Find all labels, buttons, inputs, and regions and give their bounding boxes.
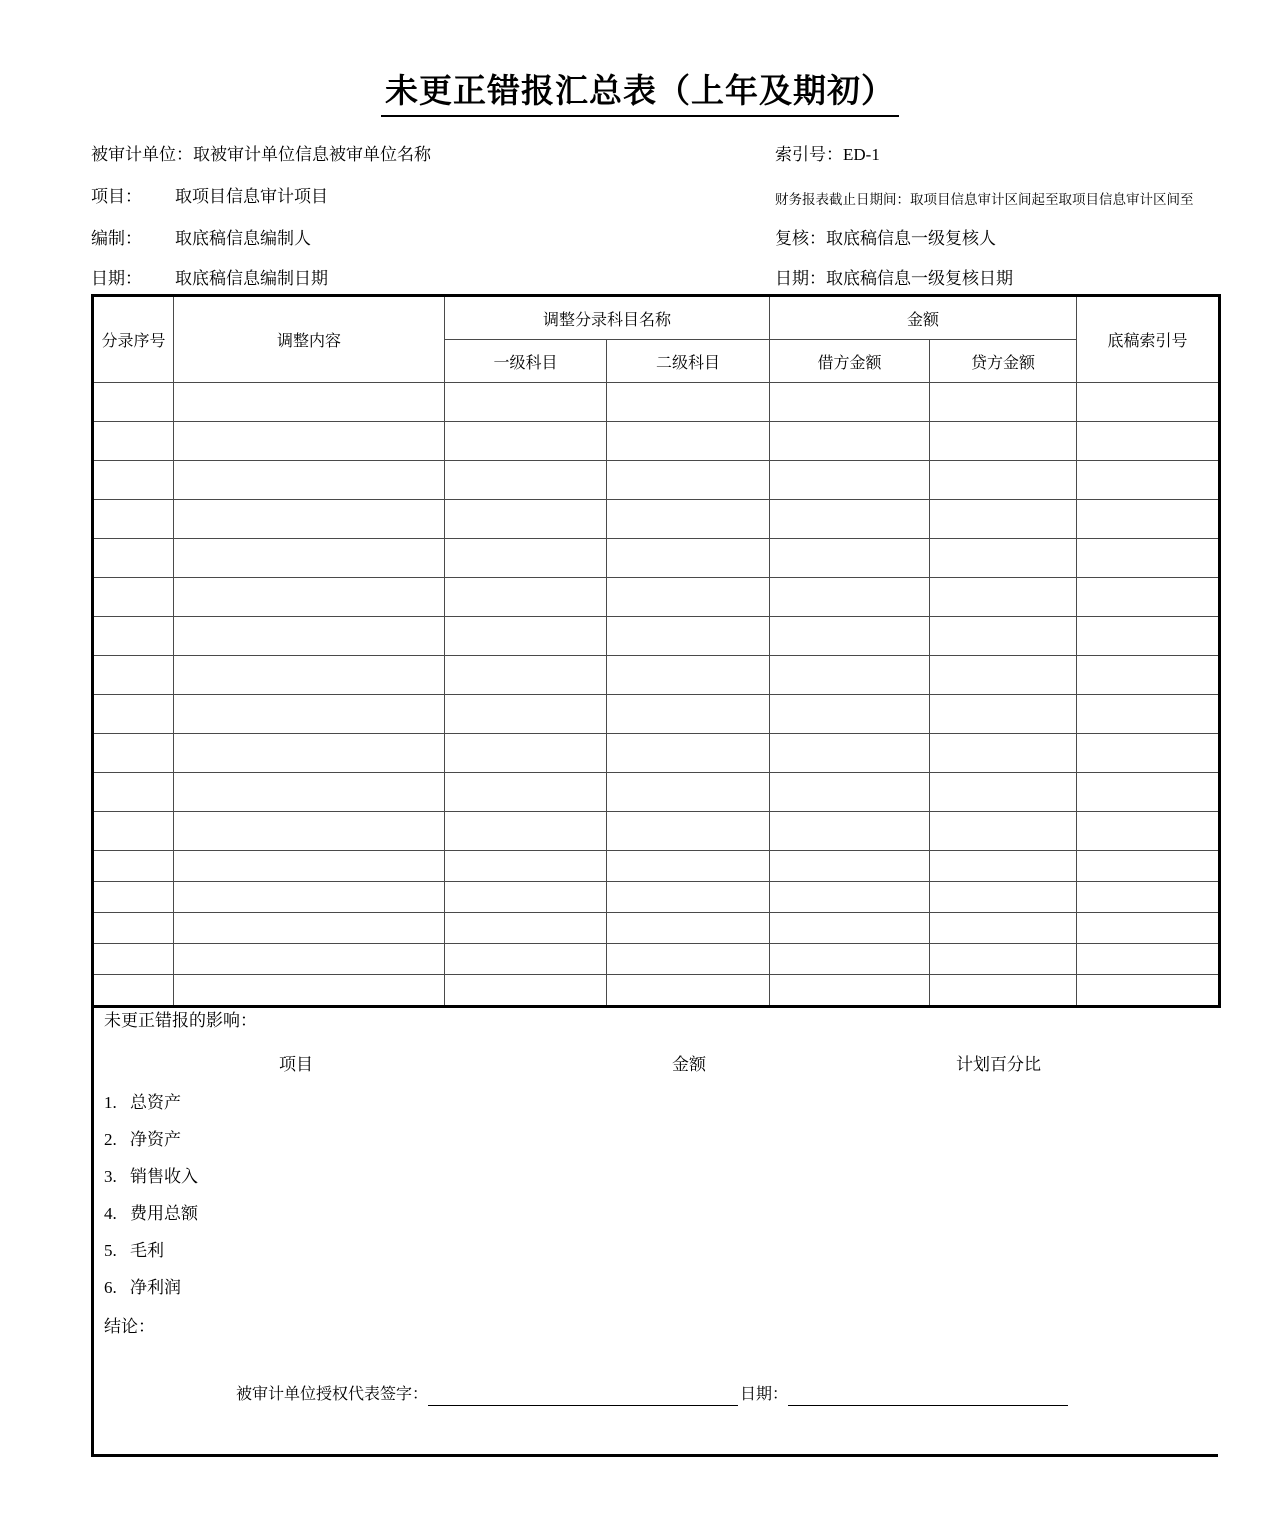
impact-item-number: 3.: [104, 1167, 117, 1186]
table-cell-content[interactable]: [174, 461, 445, 500]
table-cell-index[interactable]: [1077, 734, 1220, 773]
impact-section-title: 未更正错报的影响：: [104, 1011, 257, 1030]
report-period-field: [775, 188, 1194, 212]
impact-item-number: 5.: [104, 1241, 117, 1260]
table-cell-seq[interactable]: [93, 944, 174, 975]
index-number-value: ED-1: [843, 145, 880, 164]
meta-row-1: [91, 143, 1218, 173]
table-cell-level1[interactable]: [445, 812, 607, 851]
page-title: 未更正错报汇总表（上年及期初）: [381, 72, 899, 117]
project-value: 取项目信息审计项目: [175, 187, 328, 206]
review-date-label: 日期：: [775, 269, 826, 288]
table-cell-level2[interactable]: [607, 851, 770, 882]
impact-list-item: [104, 1090, 504, 1127]
signature-date-label: 日期：: [740, 1386, 789, 1403]
table-row[interactable]: [93, 461, 1220, 500]
table-cell-index[interactable]: [1077, 617, 1220, 656]
table-row[interactable]: [93, 617, 1220, 656]
table-cell-content[interactable]: [174, 383, 445, 422]
table-cell-index[interactable]: [1077, 773, 1220, 812]
table-cell-seq[interactable]: [93, 461, 174, 500]
table-cell-level2[interactable]: [607, 913, 770, 944]
table-cell-seq[interactable]: [93, 656, 174, 695]
table-cell-credit[interactable]: [930, 383, 1077, 422]
impact-item-label: 销售收入: [130, 1167, 198, 1186]
table-cell-index[interactable]: [1077, 944, 1220, 975]
table-row[interactable]: [93, 944, 1220, 975]
table-cell-seq[interactable]: [93, 539, 174, 578]
table-cell-level1[interactable]: [445, 695, 607, 734]
table-cell-level2[interactable]: [607, 617, 770, 656]
table-cell-debit[interactable]: [770, 773, 930, 812]
table-cell-level2[interactable]: [607, 773, 770, 812]
table-cell-seq[interactable]: [93, 578, 174, 617]
reviewer-field: [775, 227, 996, 251]
impact-column-header-percent: 计划百分比: [956, 1055, 1041, 1074]
column-header-content: 调整内容: [174, 296, 445, 383]
table-cell-credit[interactable]: [930, 851, 1077, 882]
conclusion-label: 结论：: [104, 1317, 155, 1336]
project-field: [91, 185, 328, 209]
meta-row-2: [91, 185, 1218, 215]
table-cell-level1[interactable]: [445, 882, 607, 913]
table-cell-index[interactable]: [1077, 913, 1220, 944]
table-cell-content[interactable]: [174, 944, 445, 975]
table-cell-seq[interactable]: [93, 383, 174, 422]
table-row[interactable]: [93, 500, 1220, 539]
impact-section: [91, 988, 1218, 1457]
table-cell-index[interactable]: [1077, 539, 1220, 578]
preparer-value: 取底稿信息编制人: [175, 229, 311, 248]
project-label: 项目：: [91, 187, 142, 206]
header-meta-block: [91, 143, 1218, 288]
reviewer-label: 复核：: [775, 229, 826, 248]
prepare-date-value: 取底稿信息编制日期: [175, 269, 328, 288]
table-cell-credit[interactable]: [930, 539, 1077, 578]
column-header-amount-group: 金额: [770, 296, 1077, 340]
table-cell-seq[interactable]: [93, 812, 174, 851]
impact-item-label: 总资产: [130, 1093, 181, 1112]
index-number-field: [775, 143, 880, 167]
table-cell-debit[interactable]: [770, 539, 930, 578]
table-cell-debit[interactable]: [770, 882, 930, 913]
signature-date-input-line[interactable]: [788, 1387, 1068, 1406]
table-row[interactable]: [93, 773, 1220, 812]
table-row[interactable]: [93, 913, 1220, 944]
table-cell-debit[interactable]: [770, 500, 930, 539]
report-period-value: 取项目信息审计区间起至取项目信息审计区间至: [910, 192, 1194, 207]
table-cell-level2[interactable]: [607, 695, 770, 734]
impact-item-label: 费用总额: [130, 1204, 198, 1223]
table-cell-level2[interactable]: [607, 383, 770, 422]
table-cell-credit[interactable]: [930, 882, 1077, 913]
impact-item-label: 净资产: [130, 1130, 181, 1149]
table-cell-credit[interactable]: [930, 578, 1077, 617]
table-cell-level2[interactable]: [607, 656, 770, 695]
table-cell-index[interactable]: [1077, 695, 1220, 734]
index-number-label: 索引号：: [775, 145, 843, 164]
table-cell-level1[interactable]: [445, 539, 607, 578]
table-cell-content[interactable]: [174, 812, 445, 851]
table-cell-level2[interactable]: [607, 812, 770, 851]
table-cell-level1[interactable]: [445, 734, 607, 773]
audited-entity-field: [91, 143, 431, 167]
table-cell-index[interactable]: [1077, 383, 1220, 422]
column-header-debit: 借方金额: [770, 340, 930, 383]
table-cell-credit[interactable]: [930, 422, 1077, 461]
table-header-row-1: [93, 296, 1220, 340]
table-cell-seq[interactable]: [93, 695, 174, 734]
table-cell-level2[interactable]: [607, 578, 770, 617]
impact-item-number: 4.: [104, 1204, 117, 1223]
table-cell-level1[interactable]: [445, 617, 607, 656]
table-cell-debit[interactable]: [770, 913, 930, 944]
impact-column-header-amount: 金额: [672, 1055, 706, 1074]
column-header-index: 底稿索引号: [1077, 296, 1220, 383]
table-cell-index[interactable]: [1077, 422, 1220, 461]
table-cell-level1[interactable]: [445, 578, 607, 617]
signature-input-line[interactable]: [428, 1387, 738, 1406]
signature-row: [236, 1384, 1068, 1406]
table-cell-level1[interactable]: [445, 383, 607, 422]
table-cell-content[interactable]: [174, 656, 445, 695]
meta-row-3: [91, 227, 1218, 257]
impact-item-label: 净利润: [130, 1278, 181, 1297]
table-cell-credit[interactable]: [930, 656, 1077, 695]
review-date-value: 取底稿信息一级复核日期: [826, 269, 1013, 288]
table-cell-credit[interactable]: [930, 461, 1077, 500]
impact-list-item: [104, 1275, 504, 1312]
table-cell-debit[interactable]: [770, 578, 930, 617]
table-cell-debit[interactable]: [770, 812, 930, 851]
table-cell-content[interactable]: [174, 882, 445, 913]
table-cell-content[interactable]: [174, 734, 445, 773]
table-cell-content[interactable]: [174, 695, 445, 734]
table-row[interactable]: [93, 539, 1220, 578]
review-date-field: [775, 267, 1013, 291]
table-cell-debit[interactable]: [770, 422, 930, 461]
impact-column-header-item: 项目: [279, 1055, 313, 1074]
table-cell-content[interactable]: [174, 539, 445, 578]
impact-list-item: [104, 1238, 504, 1275]
table-cell-content[interactable]: [174, 851, 445, 882]
impact-list-item: [104, 1164, 504, 1201]
table-cell-level1[interactable]: [445, 851, 607, 882]
table-cell-content[interactable]: [174, 578, 445, 617]
table-cell-index[interactable]: [1077, 882, 1220, 913]
table-row[interactable]: [93, 882, 1220, 913]
table-cell-seq[interactable]: [93, 913, 174, 944]
table-cell-credit[interactable]: [930, 734, 1077, 773]
table-cell-credit[interactable]: [930, 913, 1077, 944]
table-cell-debit[interactable]: [770, 617, 930, 656]
column-header-level1: 一级科目: [445, 340, 607, 383]
table-cell-seq[interactable]: [93, 851, 174, 882]
table-row[interactable]: [93, 422, 1220, 461]
audited-entity-value: 取被审计单位信息被审单位名称: [193, 145, 431, 164]
table-cell-level2[interactable]: [607, 461, 770, 500]
table-cell-content[interactable]: [174, 913, 445, 944]
table-cell-debit[interactable]: [770, 383, 930, 422]
table-cell-seq[interactable]: [93, 422, 174, 461]
reviewer-value: 取底稿信息一级复核人: [826, 229, 996, 248]
table-cell-level2[interactable]: [607, 882, 770, 913]
column-header-seq: 分录序号: [93, 296, 174, 383]
table-cell-index[interactable]: [1077, 656, 1220, 695]
table-cell-seq[interactable]: [93, 773, 174, 812]
table-cell-index[interactable]: [1077, 500, 1220, 539]
table-cell-credit[interactable]: [930, 695, 1077, 734]
meta-row-4: [91, 267, 1218, 297]
impact-item-label: 毛利: [130, 1241, 164, 1260]
table-cell-credit[interactable]: [930, 773, 1077, 812]
table-row[interactable]: [93, 851, 1220, 882]
table-cell-index[interactable]: [1077, 851, 1220, 882]
table-row[interactable]: [93, 812, 1220, 851]
table-cell-level2[interactable]: [607, 539, 770, 578]
table-cell-seq[interactable]: [93, 617, 174, 656]
table-cell-level1[interactable]: [445, 913, 607, 944]
column-header-level2: 二级科目: [607, 340, 770, 383]
table-cell-credit[interactable]: [930, 812, 1077, 851]
table-cell-debit[interactable]: [770, 944, 930, 975]
table-cell-level1[interactable]: [445, 500, 607, 539]
impact-list-item: [104, 1201, 504, 1238]
table-row[interactable]: [93, 695, 1220, 734]
table-cell-index[interactable]: [1077, 578, 1220, 617]
impact-list-item: [104, 1127, 504, 1164]
table-cell-credit[interactable]: [930, 500, 1077, 539]
table-cell-debit[interactable]: [770, 851, 930, 882]
table-cell-seq[interactable]: [93, 882, 174, 913]
table-cell-content[interactable]: [174, 773, 445, 812]
column-header-credit: 贷方金额: [930, 340, 1077, 383]
table-cell-debit[interactable]: [770, 695, 930, 734]
preparer-field: [91, 227, 311, 251]
table-cell-level1[interactable]: [445, 773, 607, 812]
report-period-label: 财务报表截止日期间：: [775, 192, 910, 207]
table-cell-debit[interactable]: [770, 734, 930, 773]
table-cell-level1[interactable]: [445, 656, 607, 695]
impact-item-number: 6.: [104, 1278, 117, 1297]
preparer-label: 编制：: [91, 229, 142, 248]
adjustment-entries-table: [91, 294, 1221, 1008]
table-cell-credit[interactable]: [930, 617, 1077, 656]
audited-entity-label: 被审计单位：: [91, 145, 193, 164]
table-cell-level2[interactable]: [607, 422, 770, 461]
table-cell-index[interactable]: [1077, 812, 1220, 851]
table-cell-content[interactable]: [174, 500, 445, 539]
table-cell-debit[interactable]: [770, 656, 930, 695]
table-cell-level1[interactable]: [445, 944, 607, 975]
impact-item-number: 2.: [104, 1130, 117, 1149]
table-cell-seq[interactable]: [93, 500, 174, 539]
table-cell-level2[interactable]: [607, 734, 770, 773]
impact-item-number: 1.: [104, 1093, 117, 1112]
table-row[interactable]: [93, 734, 1220, 773]
column-header-account-group: 调整分录科目名称: [445, 296, 770, 340]
impact-column-headers: [94, 1050, 1218, 1074]
prepare-date-label: 日期：: [91, 269, 142, 288]
table-cell-content[interactable]: [174, 617, 445, 656]
signature-label: 被审计单位授权代表签字：: [236, 1386, 429, 1403]
table-row[interactable]: [93, 578, 1220, 617]
table-cell-level2[interactable]: [607, 500, 770, 539]
table-cell-seq[interactable]: [93, 734, 174, 773]
table-cell-level1[interactable]: [445, 422, 607, 461]
page-title-container: [0, 72, 1280, 117]
prepare-date-field: [91, 267, 328, 291]
table-cell-content[interactable]: [174, 422, 445, 461]
table-cell-level1[interactable]: [445, 461, 607, 500]
table-row[interactable]: [93, 656, 1220, 695]
impact-item-list: [104, 1090, 504, 1312]
table-row[interactable]: [93, 383, 1220, 422]
table-cell-level2[interactable]: [607, 944, 770, 975]
table-cell-debit[interactable]: [770, 461, 930, 500]
table-cell-index[interactable]: [1077, 461, 1220, 500]
table-cell-credit[interactable]: [930, 944, 1077, 975]
